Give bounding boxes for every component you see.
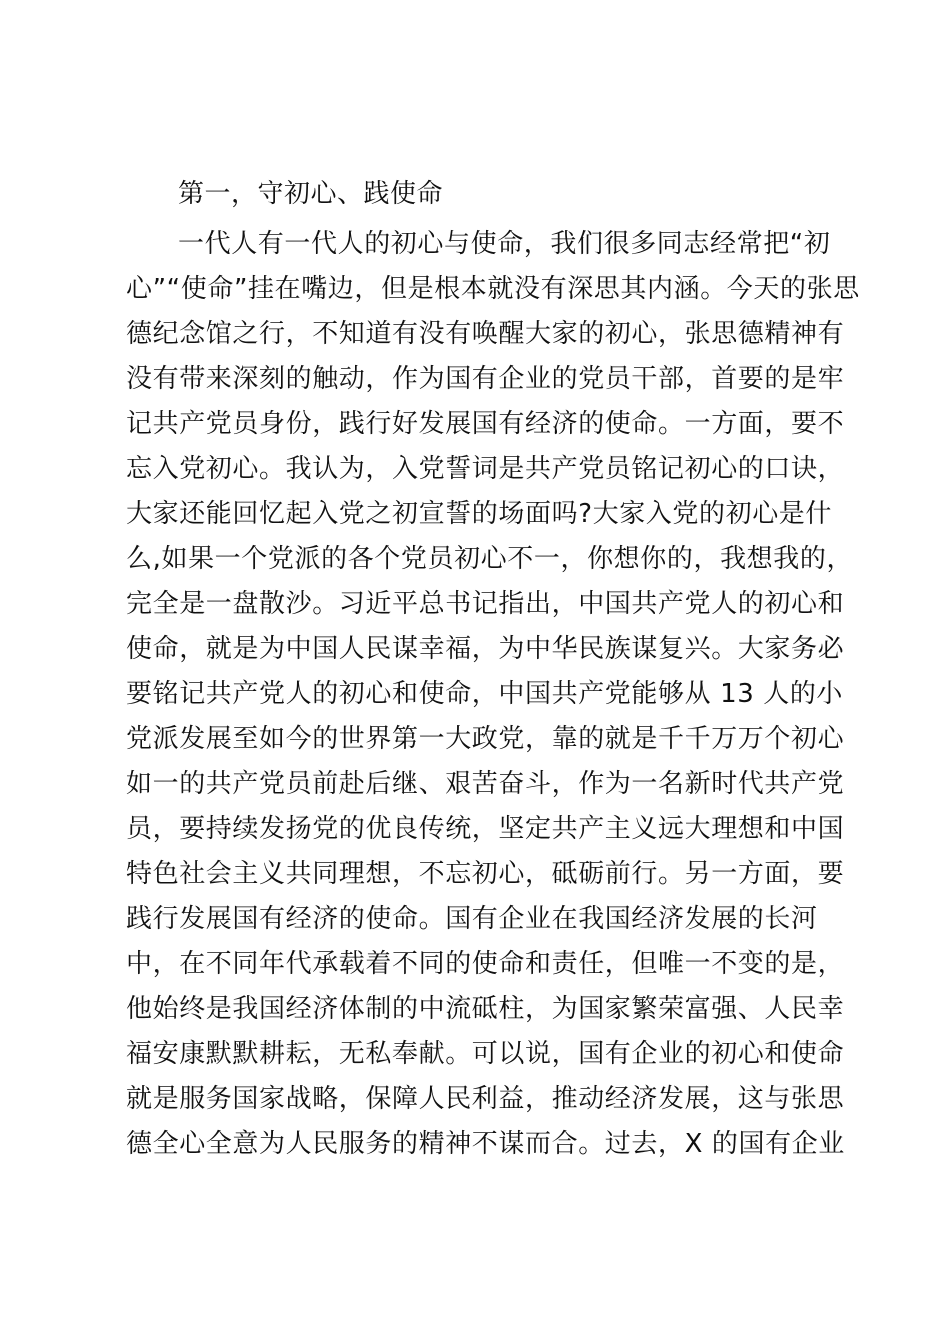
paragraph-line: 如一的共产党员前赴后继、艰苦奋斗，作为一名新时代共产党 bbox=[126, 769, 845, 799]
paragraph-line: 一代人有一代人的初心与使命，我们很多同志经常把“初 bbox=[178, 229, 831, 259]
paragraph-line: 德纪念馆之行，不知道有没有唤醒大家的初心，张思德精神有 bbox=[126, 319, 845, 349]
paragraph-line: 践行发展国有经济的使命。国有企业在我国经济发展的长河 bbox=[126, 904, 818, 934]
paragraph-line: 福安康默默耕耘，无私奉献。可以说，国有企业的初心和使命 bbox=[126, 1039, 845, 1069]
paragraph-line: 心”“使命”挂在嘴边，但是根本就没有深思其内涵。今天的张思 bbox=[126, 274, 860, 304]
paragraph-line: 大家还能回忆起入党之初宣誓的场面吗?大家入党的初心是什 bbox=[126, 499, 833, 529]
paragraph-line: 要铭记共产党人的初心和使命，中国共产党能够从 13 人的小 bbox=[126, 679, 844, 709]
paragraph-line: 党派发展至如今的世界第一大政党，靠的就是千千万万个初心 bbox=[126, 724, 845, 754]
paragraph-line: 记共产党员身份，践行好发展国有经济的使命。一方面，要不 bbox=[126, 409, 845, 439]
paragraph-line: 忘入党初心。我认为，入党誓词是共产党员铭记初心的口诀， bbox=[126, 454, 845, 484]
paragraph-line: 就是服务国家战略，保障人民利益，推动经济发展，这与张思 bbox=[126, 1084, 845, 1114]
paragraph-line: 没有带来深刻的触动，作为国有企业的党员干部，首要的是牢 bbox=[126, 364, 845, 394]
paragraph-line: 完全是一盘散沙。习近平总书记指出，中国共产党人的初心和 bbox=[126, 589, 845, 619]
paragraph-line: 特色社会主义共同理想，不忘初心，砥砺前行。另一方面，要 bbox=[126, 859, 845, 889]
paragraph-line: 员，要持续发扬党的优良传统，坚定共产主义远大理想和中国 bbox=[126, 814, 845, 844]
body-paragraph bbox=[126, 222, 860, 1167]
paragraph-line: 中，在不同年代承载着不同的使命和责任，但唯一不变的是， bbox=[126, 949, 845, 979]
paragraph-line: 他始终是我国经济体制的中流砥柱，为国家繁荣富强、人民幸 bbox=[126, 994, 845, 1024]
section-heading: 第一，守初心、践使命 bbox=[178, 179, 444, 209]
paragraph-line: 么,如果一个党派的各个党员初心不一，你想你的，我想我的， bbox=[126, 544, 854, 574]
paragraph-line: 使命，就是为中国人民谋幸福，为中华民族谋复兴。大家务必 bbox=[126, 634, 845, 664]
paragraph-line: 德全心全意为人民服务的精神不谋而合。过去，X 的国有企业 bbox=[126, 1129, 845, 1159]
